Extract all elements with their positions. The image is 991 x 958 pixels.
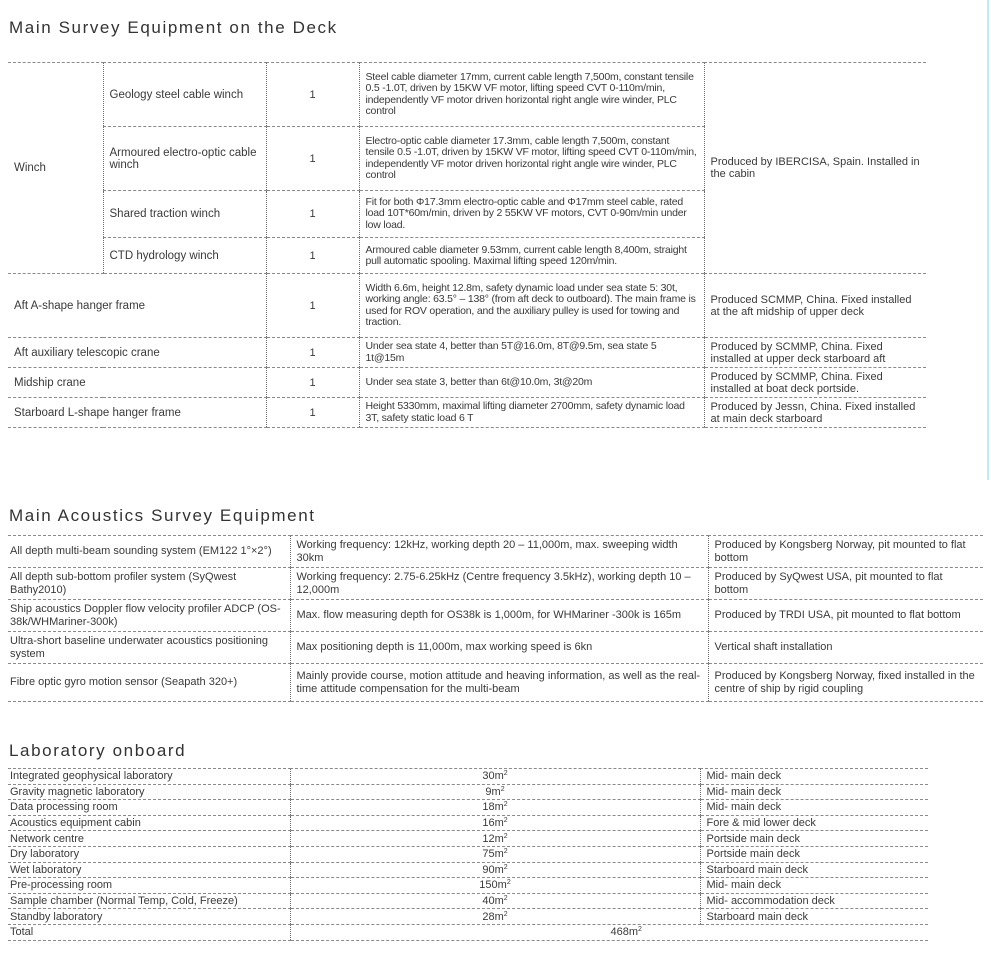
equipment-name: All depth sub-bottom profiler system (SyQwest Bathy2010) — [8, 568, 290, 600]
table-row — [8, 664, 983, 702]
table-row — [8, 893, 928, 909]
equipment-note: Produced by SCMMP, China. Fixed installed at upper deck starboard aft — [704, 338, 926, 368]
equipment-desc: Height 5330mm, maximal lifting diameter 2700mm, safety dynamic load 3T, safety static load 6 T — [359, 398, 704, 428]
equipment-note: Produced by SyQwest USA, pit mounted to flat bottom — [708, 568, 983, 600]
equipment-name: Aft A-shape hanger frame — [8, 274, 266, 338]
lab-total-area: $468m^2$ — [290, 924, 928, 940]
lab-area: $40m^2$ — [290, 893, 700, 909]
equipment-note: Vertical shaft installation — [708, 632, 983, 664]
group-label-winch: Winch — [8, 63, 103, 274]
equipment-name: Ship acoustics Doppler flow velocity profiler ADCP (OS-38k/WHMariner-300k) — [8, 600, 290, 632]
lab-location: Mid- main deck — [700, 878, 928, 894]
equipment-note: Produced by TRDI USA, pit mounted to flat bottom — [708, 600, 983, 632]
equipment-desc: Width 6.6m, height 12.8m, safety dynamic load under sea state 5: 30t, working angle: 63.5° – 138° (from aft deck to outboard). The main frame is used for ROV operation, and the auxiliary pulley is used for towing and traction. — [359, 274, 704, 338]
lab-name: Wet laboratory — [8, 862, 290, 878]
lab-location: Portside main deck — [700, 846, 928, 862]
lab-location: Portside main deck — [700, 831, 928, 847]
equipment-qty: 1 — [266, 398, 359, 428]
table-row — [8, 831, 928, 847]
equipment-note: Produced by Jessn, China. Fixed installed at main deck starboard — [704, 398, 926, 428]
equipment-qty: 1 — [266, 238, 359, 274]
table-row-total — [8, 924, 928, 940]
lab-name: Data processing room — [8, 800, 290, 816]
equipment-qty: 1 — [266, 274, 359, 338]
table-row — [8, 846, 928, 862]
section-title-lab: Laboratory onboard — [9, 741, 187, 760]
lab-area: $16m^2$ — [290, 815, 700, 831]
equipment-name: Ultra-short baseline underwater acoustics positioning system — [8, 632, 290, 664]
table-row — [8, 878, 928, 894]
table-row — [8, 862, 928, 878]
equipment-name: All depth multi-beam sounding system (EM122 1°×2°) — [8, 536, 290, 568]
table-row — [8, 398, 926, 428]
equipment-desc: Max positioning depth is 11,000m, max working speed is 6kn — [290, 632, 708, 664]
table-row — [8, 600, 983, 632]
equipment-qty: 1 — [266, 127, 359, 191]
table-row — [8, 536, 983, 568]
acoustics-equipment-table — [8, 535, 983, 702]
lab-area: $9m^2$ — [290, 784, 700, 800]
table-row — [8, 568, 983, 600]
equipment-note: Produced by Kongsberg Norway, pit mounted to flat bottom — [708, 536, 983, 568]
lab-area: $30m^2$ — [290, 769, 700, 785]
equipment-name: Aft auxiliary telescopic crane — [8, 338, 266, 368]
lab-name: Integrated geophysical laboratory — [8, 769, 290, 785]
lab-location: Mid- main deck — [700, 784, 928, 800]
equipment-desc: Fit for both Φ17.3mm electro-optic cable and Φ17mm steel cable, rated load 10T*60m/min, driven by 2 55KW VF motors, CVT 0-90m/min under low load. — [359, 191, 704, 238]
equipment-desc: Working frequency: 2.75-6.25kHz (Centre frequency 3.5kHz), working depth 10 – 12,000m — [290, 568, 708, 600]
laboratory-table — [8, 768, 928, 941]
lab-location: Mid- main deck — [700, 800, 928, 816]
section-title-deck: Main Survey Equipment on the Deck — [9, 18, 338, 37]
equipment-qty: 1 — [266, 63, 359, 127]
lab-location: Starboard main deck — [700, 862, 928, 878]
lab-name: Network centre — [8, 831, 290, 847]
lab-location: Starboard main deck — [700, 909, 928, 925]
equipment-note: Produced SCMMP, China. Fixed installed at the aft midship of upper deck — [704, 274, 926, 338]
equipment-note: Produced by IBERCISA, Spain. Installed in the cabin — [704, 63, 926, 274]
equipment-desc: Electro-optic cable diameter 17.3mm, cable length 7,500m, constant tensile 0.5 -1.0T, driven by 15KW VF motor, lifting speed CVT 0-110m/min, independently VF motor driven horizontal right angle wire winder, PLC control — [359, 127, 704, 191]
lab-location: Fore & mid lower deck — [700, 815, 928, 831]
lab-area: $28m^2$ — [290, 909, 700, 925]
table-row — [8, 368, 926, 398]
equipment-desc: Mainly provide course, motion attitude and heaving information, as well as the real-time attitude compensation for the multi-beam — [290, 664, 708, 702]
lab-name: Sample chamber (Normal Temp, Cold, Freeze) — [8, 893, 290, 909]
equipment-name: Fibre optic gyro motion sensor (Seapath 320+) — [8, 664, 290, 702]
equipment-qty: 1 — [266, 368, 359, 398]
table-row — [8, 909, 928, 925]
section-title-acoustics: Main Acoustics Survey Equipment — [9, 506, 316, 525]
lab-total-label: Total — [8, 924, 290, 940]
equipment-desc: Under sea state 4, better than 5T@16.0m, 8T@9.5m, sea state 5 1t@15m — [359, 338, 704, 368]
equipment-name: Starboard L-shape hanger frame — [8, 398, 266, 428]
equipment-note: Produced by SCMMP, China. Fixed installed at boat deck portside. — [704, 368, 926, 398]
lab-name: Gravity magnetic laboratory — [8, 784, 290, 800]
lab-name: Acoustics equipment cabin — [8, 815, 290, 831]
table-row — [8, 769, 928, 785]
table-row — [8, 815, 928, 831]
equipment-qty: 1 — [266, 338, 359, 368]
table-row — [8, 338, 926, 368]
table-row — [8, 800, 928, 816]
lab-area: $75m^2$ — [290, 846, 700, 862]
lab-area: $12m^2$ — [290, 831, 700, 847]
lab-name: Dry laboratory — [8, 846, 290, 862]
equipment-desc: Steel cable diameter 17mm, current cable length 7,500m, constant tensile 0.5 -1.0T, driven by 15KW VF motor, lifting speed CVT 0-110m/min, independently VF motor driven horizontal right angle wire winder, PLC control — [359, 63, 704, 127]
table-row — [8, 632, 983, 664]
equipment-desc: Armoured cable diameter 9.53mm, current cable length 8,400m, straight pull automatic spooling. Maximal lifting speed 120m/min. — [359, 238, 704, 274]
equipment-name: Armoured electro-optic cable winch — [103, 127, 266, 191]
equipment-name: CTD hydrology winch — [103, 238, 266, 274]
equipment-qty: 1 — [266, 191, 359, 238]
page-edge-line — [987, 0, 989, 480]
equipment-desc: Working frequency: 12kHz, working depth 20 – 11,000m, max. sweeping width 30km — [290, 536, 708, 568]
lab-area: $18m^2$ — [290, 800, 700, 816]
lab-location: Mid- main deck — [700, 769, 928, 785]
equipment-name: Shared traction winch — [103, 191, 266, 238]
equipment-name: Geology steel cable winch — [103, 63, 266, 127]
equipment-desc: Max. flow measuring depth for OS38k is 1,000m, for WHMariner -300k is 165m — [290, 600, 708, 632]
lab-name: Pre-processing room — [8, 878, 290, 894]
table-row — [8, 63, 926, 127]
equipment-name: Midship crane — [8, 368, 266, 398]
lab-location: Mid- accommodation deck — [700, 893, 928, 909]
lab-name: Standby laboratory — [8, 909, 290, 925]
table-row — [8, 784, 928, 800]
equipment-desc: Under sea state 3, better than 6t@10.0m, 3t@20m — [359, 368, 704, 398]
lab-area: $90m^2$ — [290, 862, 700, 878]
equipment-note: Produced by Kongsberg Norway, fixed installed in the centre of ship by rigid coupling — [708, 664, 983, 702]
deck-equipment-table — [8, 62, 926, 428]
table-row — [8, 274, 926, 338]
lab-area: $150m^2$ — [290, 878, 700, 894]
